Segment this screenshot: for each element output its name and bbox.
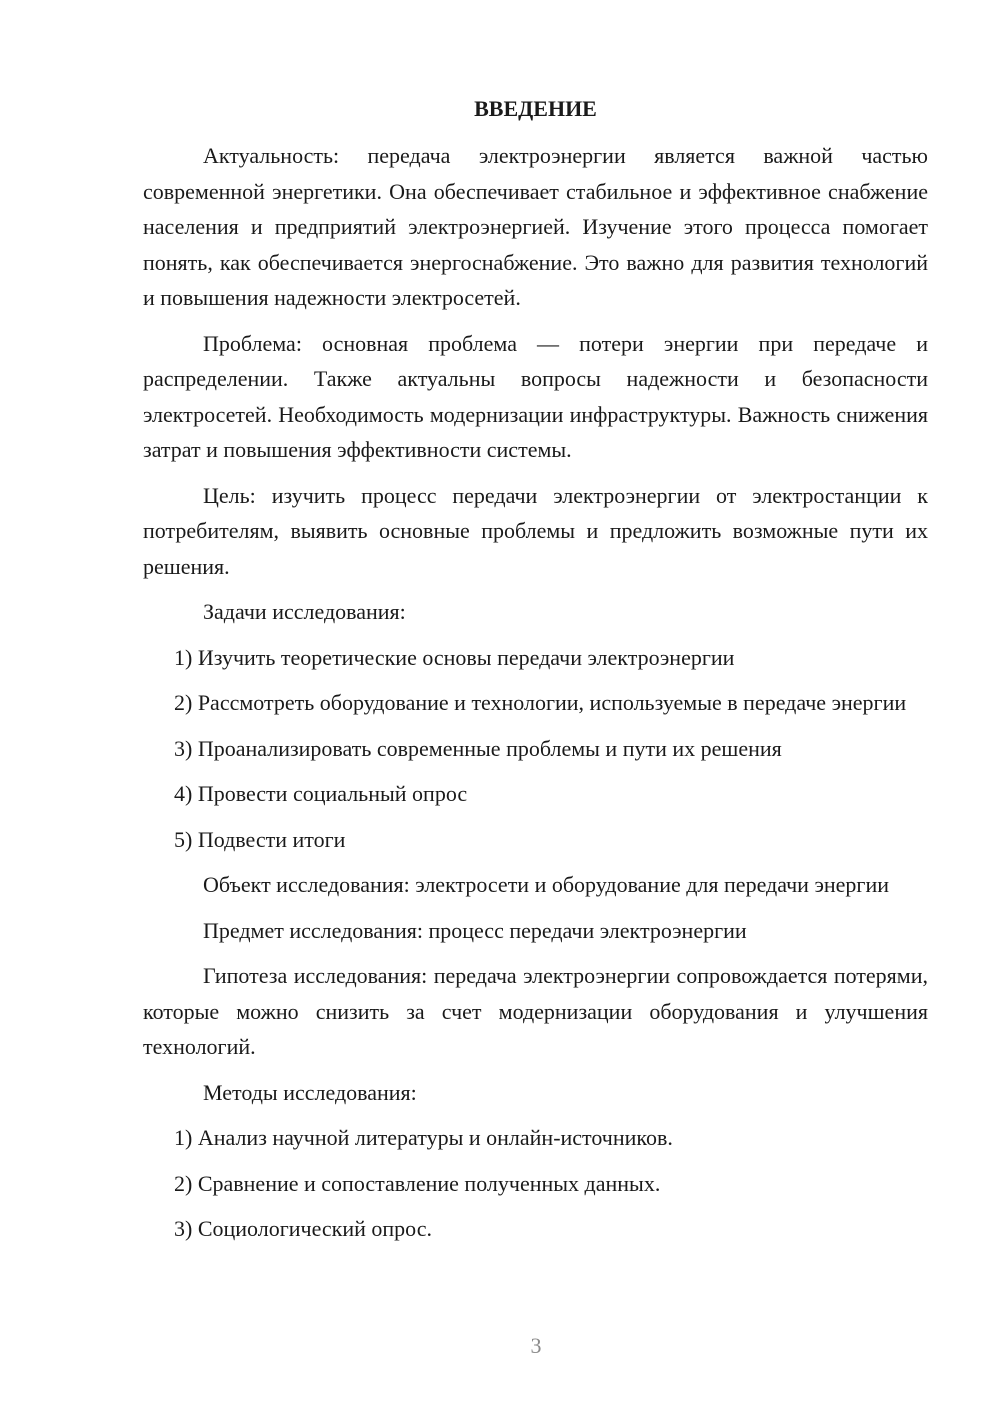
task-item: 3) Проанализировать современные проблемы и пути их решения (174, 735, 782, 761)
method-item: 2) Сравнение и сопоставление полученных данных. (174, 1170, 661, 1196)
section-heading: ВВЕДЕНИЕ (474, 96, 597, 121)
task-item: 2) Рассмотреть оборудование и технологии, используемые в передаче энергии (174, 690, 907, 715)
methods-title: Методы исследования: (203, 1079, 417, 1105)
document-page (143, 92, 928, 1257)
hypothesis-paragraph: Гипотеза исследования: передача электроэнергии сопровождается потерями, которые можно снизить за счет модернизации оборудования и улучшения технологий. (143, 963, 928, 1059)
task-item: 1) Изучить теоретические основы передачи электроэнергии (174, 644, 735, 670)
page-number: 3 (530, 1333, 542, 1358)
subject-paragraph: Предмет исследования: процесс передачи электроэнергии (203, 917, 747, 943)
relevance-paragraph: Актуальность: передача электроэнергии является важной частью современной энергетики. Она обеспечивает стабильное и эффективное снабжение населения и предприятий электроэнергией. Изучение этого процесса помогает понять, как обеспечивается энергоснабжение. Это важно для развития технологий и повышения надежности электросетей. (143, 143, 928, 310)
method-item: 1) Анализ научной литературы и онлайн-источников. (174, 1125, 673, 1150)
task-item: 5) Подвести итоги (174, 826, 346, 852)
method-item: 3) Социологический опрос. (174, 1216, 432, 1241)
tasks-title: Задачи исследования: (203, 599, 406, 624)
goal-paragraph: Цель: изучить процесс передачи электроэнергии от электростанции к потребителям, выявить основные проблемы и предложить возможные пути их решения. (143, 482, 928, 579)
object-paragraph: Объект исследования: электросети и оборудование для передачи энергии (203, 872, 890, 897)
problem-paragraph: Проблема: основная проблема — потери энергии при передаче и распределении. Также актуальны вопросы надежности и безопасности электросетей. Необходимость модернизации инфраструктуры. Важность снижения затрат и повышения эффективности системы. (143, 330, 928, 462)
task-item: 4) Провести социальный опрос (174, 781, 468, 806)
